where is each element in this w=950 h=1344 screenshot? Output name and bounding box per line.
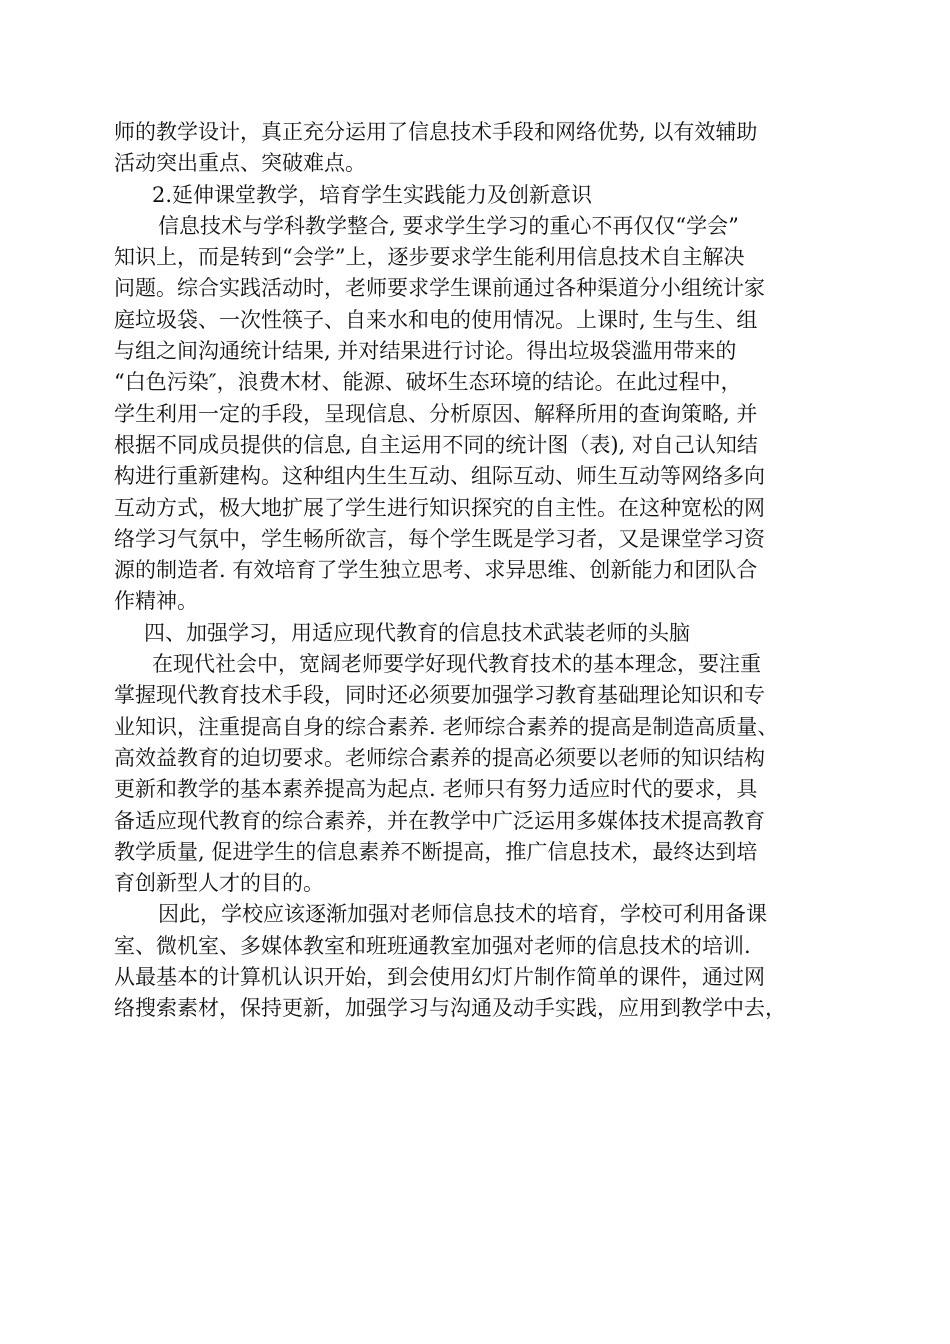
text-line: 在现代社会中，宽阔老师要学好现代教育技术的基本理念，要注重 [152, 652, 761, 677]
text-line: 活动突出重点、突破难点。 [114, 151, 366, 176]
text-line: 与组之间沟通统计结果, 并对结果进行讨论。得出垃圾袋滥用带来的 [114, 339, 737, 364]
text-line: “白色污染″，浪费木材、能源、破坏生态环境的结论。在此过程中， [114, 370, 742, 395]
document-page [114, 117, 826, 1025]
text-line: 室、微机室、多媒体教室和班班通教室加强对老师的信息技术的培训. [114, 933, 751, 958]
paragraph-modern-society [114, 649, 826, 899]
text-line: 从最基本的计算机认识开始，到会使用幻灯片制作简单的课件，通过网 [114, 965, 765, 990]
text-line: 问题。综合实践活动时，老师要求学生课前通过各种渠道分小组统计家 [114, 276, 765, 301]
paragraph-continuation [114, 117, 826, 180]
text-line: 络搜索素材，保持更新，加强学习与沟通及动手实践，应用到教学中去， [114, 996, 786, 1021]
text-line: 学生利用一定的手段，呈现信息、分析原因、解释所用的查询策略, 并 [114, 401, 758, 426]
text-line: 备适应现代教育的综合素养，并在教学中广泛运用多媒体技术提高教育 [114, 808, 765, 833]
section-heading-4 [114, 618, 826, 649]
text-line: 作精神。 [114, 589, 198, 614]
text-line: 掌握现代教育技术手段，同时还必须要加强学习教育基础理论知识和专 [114, 683, 765, 708]
section-heading: 四、加强学习，用适应现代教育的信息技术武装老师的头脑 [144, 620, 690, 645]
text-line: 师的教学设计，真正充分运用了信息技术手段和网络优势, 以有效辅助 [114, 120, 758, 144]
paragraph-integration [114, 211, 826, 618]
text-line: 教学质量, 促进学生的信息素养不断提高，推广信息技术，最终达到培 [114, 839, 758, 864]
section-heading-2 [114, 180, 826, 211]
text-line: 因此，学校应该逐渐加强对老师信息技术的培育，学校可利用备课 [158, 902, 767, 927]
text-line: 根据不同成员提供的信息, 自主运用不同的统计图（表), 对自己认知结 [114, 432, 758, 457]
text-line: 庭垃圾袋、一次性筷子、自来水和电的使用情况。上课时, 生与生、组 [114, 307, 758, 332]
subheading: 2.延伸课堂教学，培育学生实践能力及创新意识 [152, 182, 593, 207]
text-line: 知识上，而是转到“会学”上，逐步要求学生能利用信息技术自主解决 [114, 245, 745, 270]
text-line: 络学习气氛中，学生畅所欲言，每个学生既是学习者，又是课堂学习资 [114, 526, 765, 551]
paragraph-therefore [114, 899, 826, 1024]
text-line: 高效益教育的迫切要求。老师综合素养的提高必须要以老师的知识结构 [114, 745, 765, 770]
text-line: 育创新型人才的目的。 [114, 871, 324, 896]
text-line: 源的制造者. 有效培育了学生独立思考、求异思维、创新能力和团队合 [114, 558, 758, 583]
text-line: 信息技术与学科教学整合, 要求学生学习的重心不再仅仅“学会” [158, 213, 739, 238]
text-line: 业知识，注重提高自身的综合素养. 老师综合素养的提高是制造高质量、 [114, 714, 779, 739]
text-line: 构进行重新建构。这种组内生生互动、组际互动、师生互动等网络多向 [114, 464, 765, 489]
text-line: 更新和教学的基本素养提高为起点. 老师只有努力适应时代的要求，具 [114, 777, 758, 802]
text-line: 互动方式，极大地扩展了学生进行知识探究的自主性。在这种宽松的网 [114, 495, 765, 520]
